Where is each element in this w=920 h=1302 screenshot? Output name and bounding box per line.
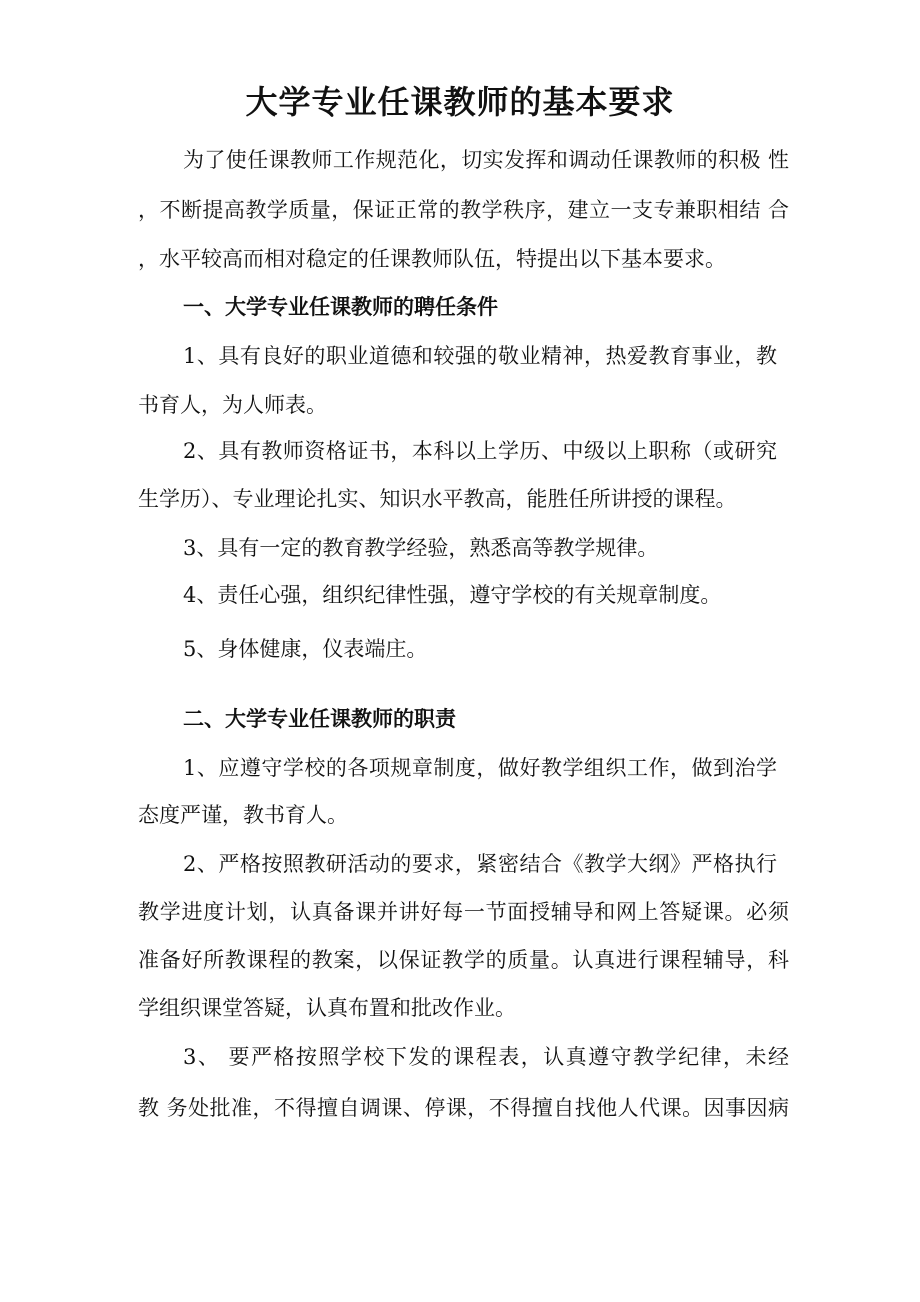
s1-item-2-line-2: 生学历）、专业理论扎实、知识水平教高，能胜任所讲授的课程。 [138,487,737,511]
s1-item-1-line-1: 1、具有良好的职业道德和较强的敬业精神，热爱教育事业，教 [183,344,777,368]
s2-item-2-line-3: 准备好所教课程的教案，以保证教学的质量。认真进行课程辅导，科 [138,948,789,972]
s2-item-2-line-2: 教学进度计划，认真备课并讲好每一节面授辅导和网上答疑课。必须 [138,900,789,924]
s2-item-1-line-1: 1、应遵守学校的各项规章制度，做好教学组织工作，做到治学 [183,756,777,780]
s1-item-1-line-2: 书育人，为人师表。 [138,393,327,417]
s1-item-4: 4、责任心强，组织纪律性强，遵守学校的有关规章制度。 [183,583,722,607]
intro-line-1: 为了使任课教师工作规范化，切实发挥和调动任课教师的积极 性 [183,148,789,172]
section-2-heading: 二、大学专业任课教师的职责 [183,707,456,731]
section-1-heading: 一、大学专业任课教师的聘任条件 [183,295,498,319]
s1-item-2-line-1: 2、具有教师资格证书，本科以上学历、中级以上职称（或研究 [183,439,777,463]
s2-item-2-line-4: 学组织课堂答疑，认真布置和批改作业。 [138,996,516,1020]
s2-item-3-line-1: 3、 要严格按照学校下发的课程表，认真遵守教学纪律，未经 [183,1045,789,1069]
s1-item-3: 3、具有一定的教育教学经验，熟悉高等教学规律。 [183,536,659,560]
s2-item-3-line-2: 教 务处批准，不得擅自调课、停课，不得擅自找他人代课。因事因病 [138,1096,789,1120]
intro-line-2: ，不断提高教学质量，保证正常的教学秩序，建立一支专兼职相结 合 [138,198,789,222]
intro-line-3: ，水平较高而相对稳定的任课教师队伍，特提出以下基本要求。 [138,247,726,271]
s2-item-2-line-1: 2、严格按照教研活动的要求，紧密结合《教学大纲》严格执行 [183,852,777,876]
s2-item-1-line-2: 态度严谨，教书育人。 [138,803,348,827]
document-title: 大学专业任课教师的基本要求 [245,83,675,121]
s1-item-5: 5、身体健康，仪表端庄。 [183,637,428,661]
